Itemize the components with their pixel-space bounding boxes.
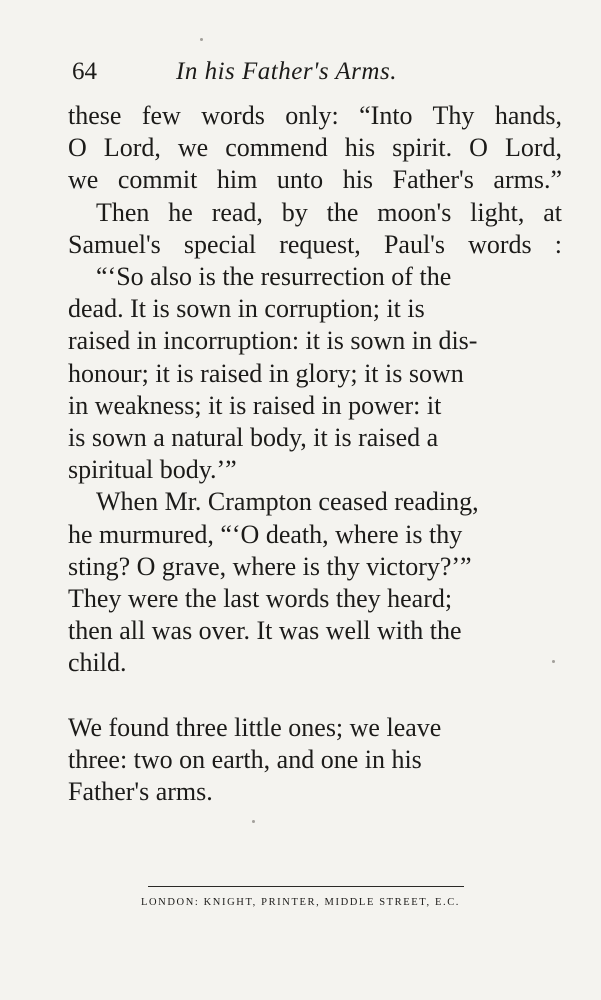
text-line: “‘So also is the resurrection of the — [96, 262, 452, 292]
text-line: honour; it is raised in glory; it is sown — [68, 358, 464, 388]
text-line: spiritual body.’” — [68, 455, 237, 485]
text-line: in weakness; it is raised in power: it — [68, 390, 442, 420]
paragraph-4 — [68, 486, 562, 679]
text-line: Then he read, by the moon's light, at — [96, 197, 562, 227]
text-line: he murmured, “‘O death, where is thy — [68, 519, 463, 549]
paragraph-2 — [68, 197, 562, 261]
text-line: child. — [68, 648, 127, 678]
paper-speck — [200, 38, 203, 41]
paragraph-1 — [68, 100, 562, 197]
printer-imprint: LONDON: KNIGHT, PRINTER, MIDDLE STREET, E.C. — [140, 897, 461, 908]
text-line: sting? O grave, where is thy victory?’” — [68, 551, 472, 581]
text-line: dead. It is sown in corruption; it is — [68, 294, 425, 324]
text-line: we commit him unto his Father's arms.” — [68, 165, 562, 195]
paper-speck — [252, 820, 255, 823]
text-line: They were the last words they heard; — [68, 584, 453, 614]
paragraph-3 — [68, 261, 562, 486]
running-title: In his Father's Arms. — [176, 58, 397, 85]
imprint-rule — [148, 886, 464, 887]
paragraph-5 — [68, 712, 562, 809]
text-line: these few words only: “Into Thy hands, — [68, 101, 562, 130]
text-line: Samuel's special request, Paul's words : — [68, 229, 562, 259]
paper-speck — [552, 660, 555, 663]
text-line: When Mr. Crampton ceased reading, — [96, 487, 479, 517]
body-text — [68, 100, 562, 808]
text-line: We found three little ones; we leave — [68, 712, 442, 742]
page-number: 64 — [72, 58, 97, 85]
text-line: Father's arms. — [68, 777, 213, 807]
text-line: raised in incorruption: it is sown in dis- — [68, 326, 478, 356]
page-header — [72, 56, 562, 88]
text-line: O Lord, we commend his spirit. O Lord, — [68, 133, 562, 163]
paragraph-gap — [68, 680, 562, 712]
text-line: is sown a natural body, it is raised a — [68, 423, 439, 453]
text-line: three: two on earth, and one in his — [68, 744, 422, 774]
text-line: then all was over. It was well with the — [68, 616, 462, 646]
